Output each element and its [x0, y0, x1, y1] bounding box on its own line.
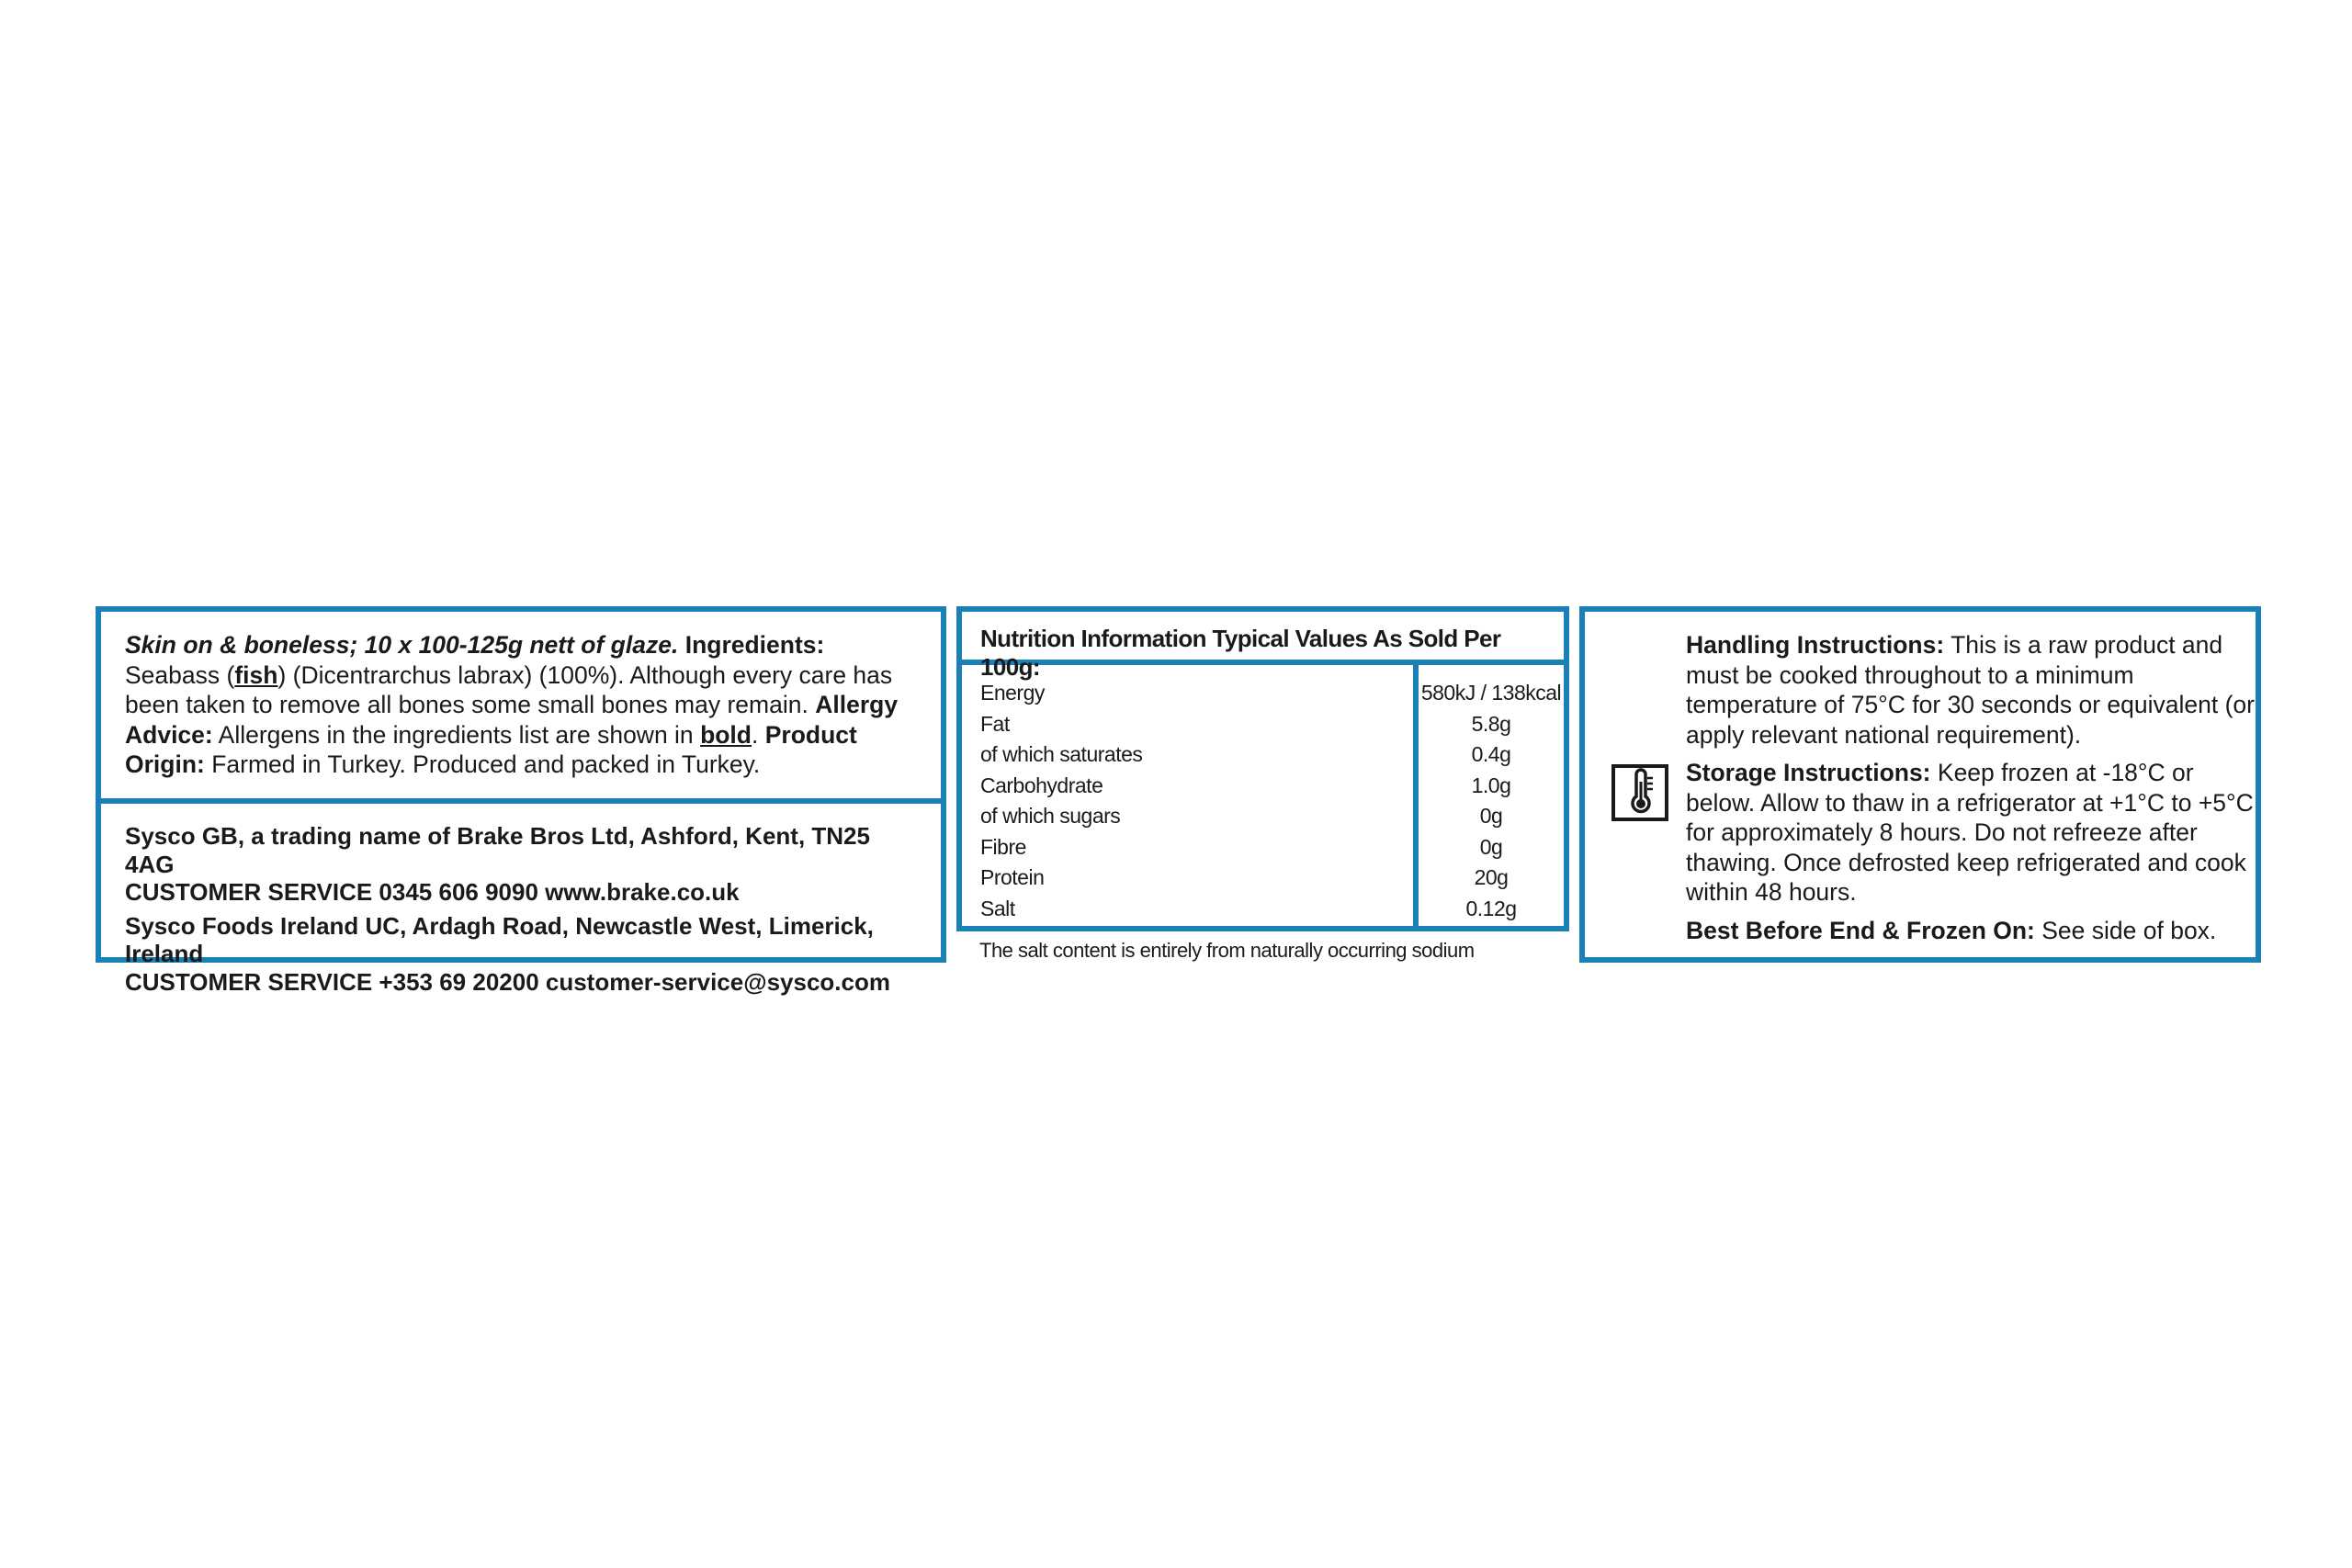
- bbe-text: See side of box.: [2041, 916, 2217, 944]
- nutrient-value: 20g: [1474, 865, 1509, 889]
- nutrient-value: 580kJ / 138kcal: [1420, 681, 1562, 705]
- bones-note: Although every care has been taken to remove all bones some small bones may remain.: [125, 660, 893, 718]
- nutrition-title: Nutrition Information Typical Values As Sold Per 100g:: [962, 612, 1564, 665]
- handling-label: Handling Instructions:: [1686, 631, 1945, 659]
- nutrient-value: 5.8g: [1471, 711, 1511, 736]
- ingredient-latin-name: (Dicentrarchus labrax) (100%).: [292, 660, 625, 689]
- origin-label: Product Origin:: [125, 720, 857, 778]
- nutrient-value: 0.4g: [1471, 742, 1511, 766]
- company-addresses: [101, 804, 941, 996]
- product-info-panel: [96, 606, 946, 996]
- nutrition-body: [962, 665, 1564, 926]
- nutrient-value: 0.12g: [1465, 896, 1517, 920]
- bbe-label: Best Before End & Frozen On:: [1686, 916, 2035, 944]
- instructions-panel: [1579, 606, 2261, 963]
- best-before: [1686, 916, 2256, 946]
- nutrient-value: 0g: [1479, 834, 1503, 859]
- ingredient-seabass: Seabass: [125, 660, 220, 689]
- nutrient-name: of which sugars: [980, 804, 1121, 828]
- nutrient-name: Protein: [980, 865, 1045, 889]
- allergen-fish: fish: [234, 660, 278, 689]
- ie-customer-service: CUSTOMER SERVICE +353 69 20200 customer-service@sysco.com: [125, 967, 890, 996]
- ingredients-section: Skin on & boneless; 10 x 100-125g nett of glaze. Ingredients: Seabass (fish) (Dicentrarchus labrax) (100%). Although every care has been taken to remove all bones some small bones may remain. Allergy Advice: Allergens in the ingredients list are shown in bold. Product Origin: Farmed in Turkey. Produced and packed in Turkey.: [101, 612, 941, 804]
- nutrient-name: Fibre: [980, 834, 1026, 859]
- gb-customer-service: CUSTOMER SERVICE 0345 606 9090 www.brake.co.uk: [125, 878, 740, 906]
- nutrient-values: [1419, 678, 1564, 924]
- origin-text: Farmed in Turkey. Produced and packed in Turkey.: [211, 750, 761, 778]
- salt-note: The salt content is entirely from naturally occurring sodium: [979, 939, 1475, 962]
- instructions-text: [1686, 630, 2256, 945]
- ingredients-label: Ingredients:: [684, 631, 825, 659]
- thermometer-icon: [1611, 763, 1669, 822]
- storage-text: Keep frozen at -18°C or below. Allow to thaw in a refrigerator at +1°C to +5°C for approximately 8 hours. Do not refreeze after thawing. Once defrosted keep refrigerated and cook within 48 hours.: [1686, 759, 2254, 906]
- storage-instructions: [1686, 758, 2256, 908]
- handling-instructions: [1686, 630, 2256, 750]
- handling-text: This is a raw product and must be cooked throughout to a minimum temperature of 75°C for 30 seconds or equivalent (or apply relevant national requirement).: [1686, 631, 2255, 749]
- nutrient-value: 1.0g: [1471, 773, 1511, 797]
- storage-label: Storage Instructions:: [1686, 759, 1931, 786]
- nutrient-name: Carbohydrate: [980, 773, 1103, 797]
- nutrient-name: Salt: [980, 896, 1015, 920]
- nutrient-names: [980, 678, 1142, 924]
- nutrient-name: of which saturates: [980, 742, 1143, 766]
- nutrient-value: 0g: [1479, 804, 1503, 828]
- nutrient-name: Fat: [980, 711, 1010, 736]
- allergy-label: Allergy Advice:: [125, 691, 899, 749]
- product-description: Skin on & boneless; 10 x 100-125g nett of glaze.: [125, 631, 679, 659]
- ie-address: Sysco Foods Ireland UC, Ardagh Road, Newcastle West, Limerick, Ireland: [125, 911, 874, 967]
- nutrition-table: [956, 606, 1569, 931]
- nutrient-name: Energy: [980, 681, 1045, 705]
- allergy-text: Allergens in the ingredients list are shown in: [218, 720, 694, 749]
- gb-address: Sysco GB, a trading name of Brake Bros Ltd, Ashford, Kent, TN25 4AG: [125, 822, 870, 878]
- allergy-bold-word: bold: [700, 720, 752, 749]
